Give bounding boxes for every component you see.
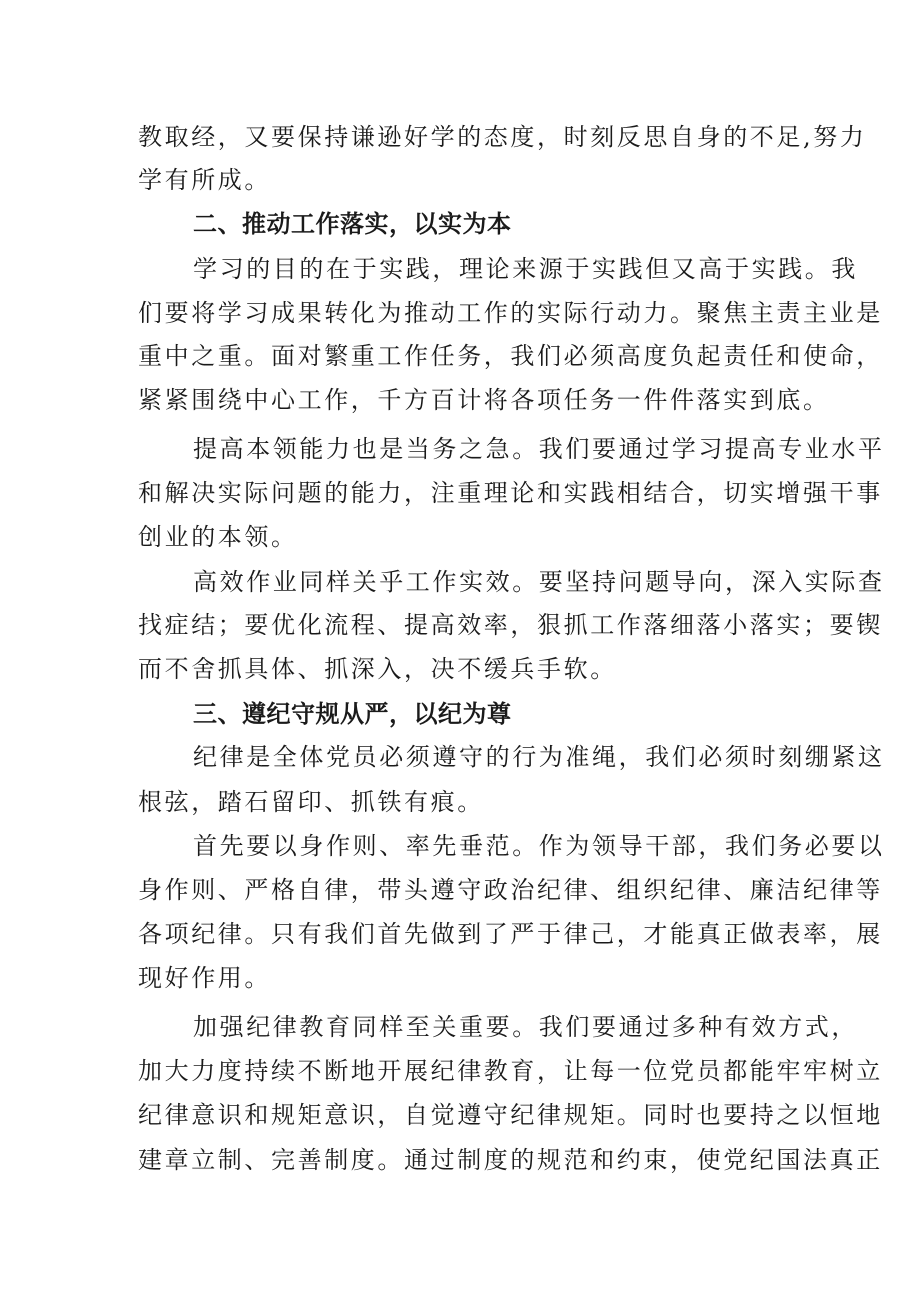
text-line: 现好作用。: [138, 964, 271, 992]
text-line: 首先要以身作则、率先垂范。作为领导干部，我们务必要以: [193, 832, 885, 860]
text-line: 紧紧围绕中心工作，千方百计将各项任务一件件落实到底。: [138, 386, 830, 414]
text-line: 学习的目的在于实践，理论来源于实践但又高于实践。我: [193, 255, 858, 283]
section-heading: 二、推动工作落实，以实为本: [193, 210, 512, 238]
text-line: 高效作业同样关乎工作实效。要坚持问题导向，深入实际查: [193, 568, 885, 596]
text-line: 身作则、严格自律，带头遵守政治纪律、组织纪律、廉洁纪律等: [138, 876, 883, 904]
text-line: 重中之重。面对繁重工作任务，我们必须高度负起责任和使命，: [138, 342, 883, 370]
text-line: 纪律是全体党员必须遵守的行为准绳，我们必须时刻绷紧这: [193, 743, 885, 771]
text-line: 加大力度持续不断地开展纪律教育，让每一位党员都能牢牢树立: [138, 1057, 883, 1085]
text-line: 纪律意识和规矩意识，自觉遵守纪律规矩。同时也要持之以恒地: [138, 1101, 883, 1129]
text-line: 创业的本领。: [138, 523, 298, 551]
text-line: 和解决实际问题的能力，注重理论和实践相结合，切实增强干事: [138, 479, 883, 507]
text-line: 学有所成。: [138, 166, 271, 194]
text-line: 而不舍抓具体、抓深入，决不缓兵手软。: [138, 655, 617, 683]
text-line: 加强纪律教育同样至关重要。我们要通过多种有效方式，: [193, 1013, 858, 1041]
text-line: 建章立制、完善制度。通过制度的规范和约束，使党纪国法真正: [138, 1146, 883, 1174]
section-heading: 三、遵纪守规从严，以纪为尊: [193, 700, 512, 728]
text-line: 各项纪律。只有我们首先做到了严于律己，才能真正做表率，展: [138, 920, 883, 948]
text-line: 教取经，又要保持谦逊好学的态度，时刻反思自身的不足,努力: [138, 123, 867, 151]
text-line: 根弦，踏石留印、抓铁有痕。: [138, 788, 484, 816]
text-line: 提高本领能力也是当务之急。我们要通过学习提高专业水平: [193, 435, 885, 463]
text-line: 找症结；要优化流程、提高效率，狠抓工作落细落小落实；要锲: [138, 611, 883, 639]
text-line: 们要将学习成果转化为推动工作的实际行动力。聚焦主责主业是: [138, 299, 883, 327]
